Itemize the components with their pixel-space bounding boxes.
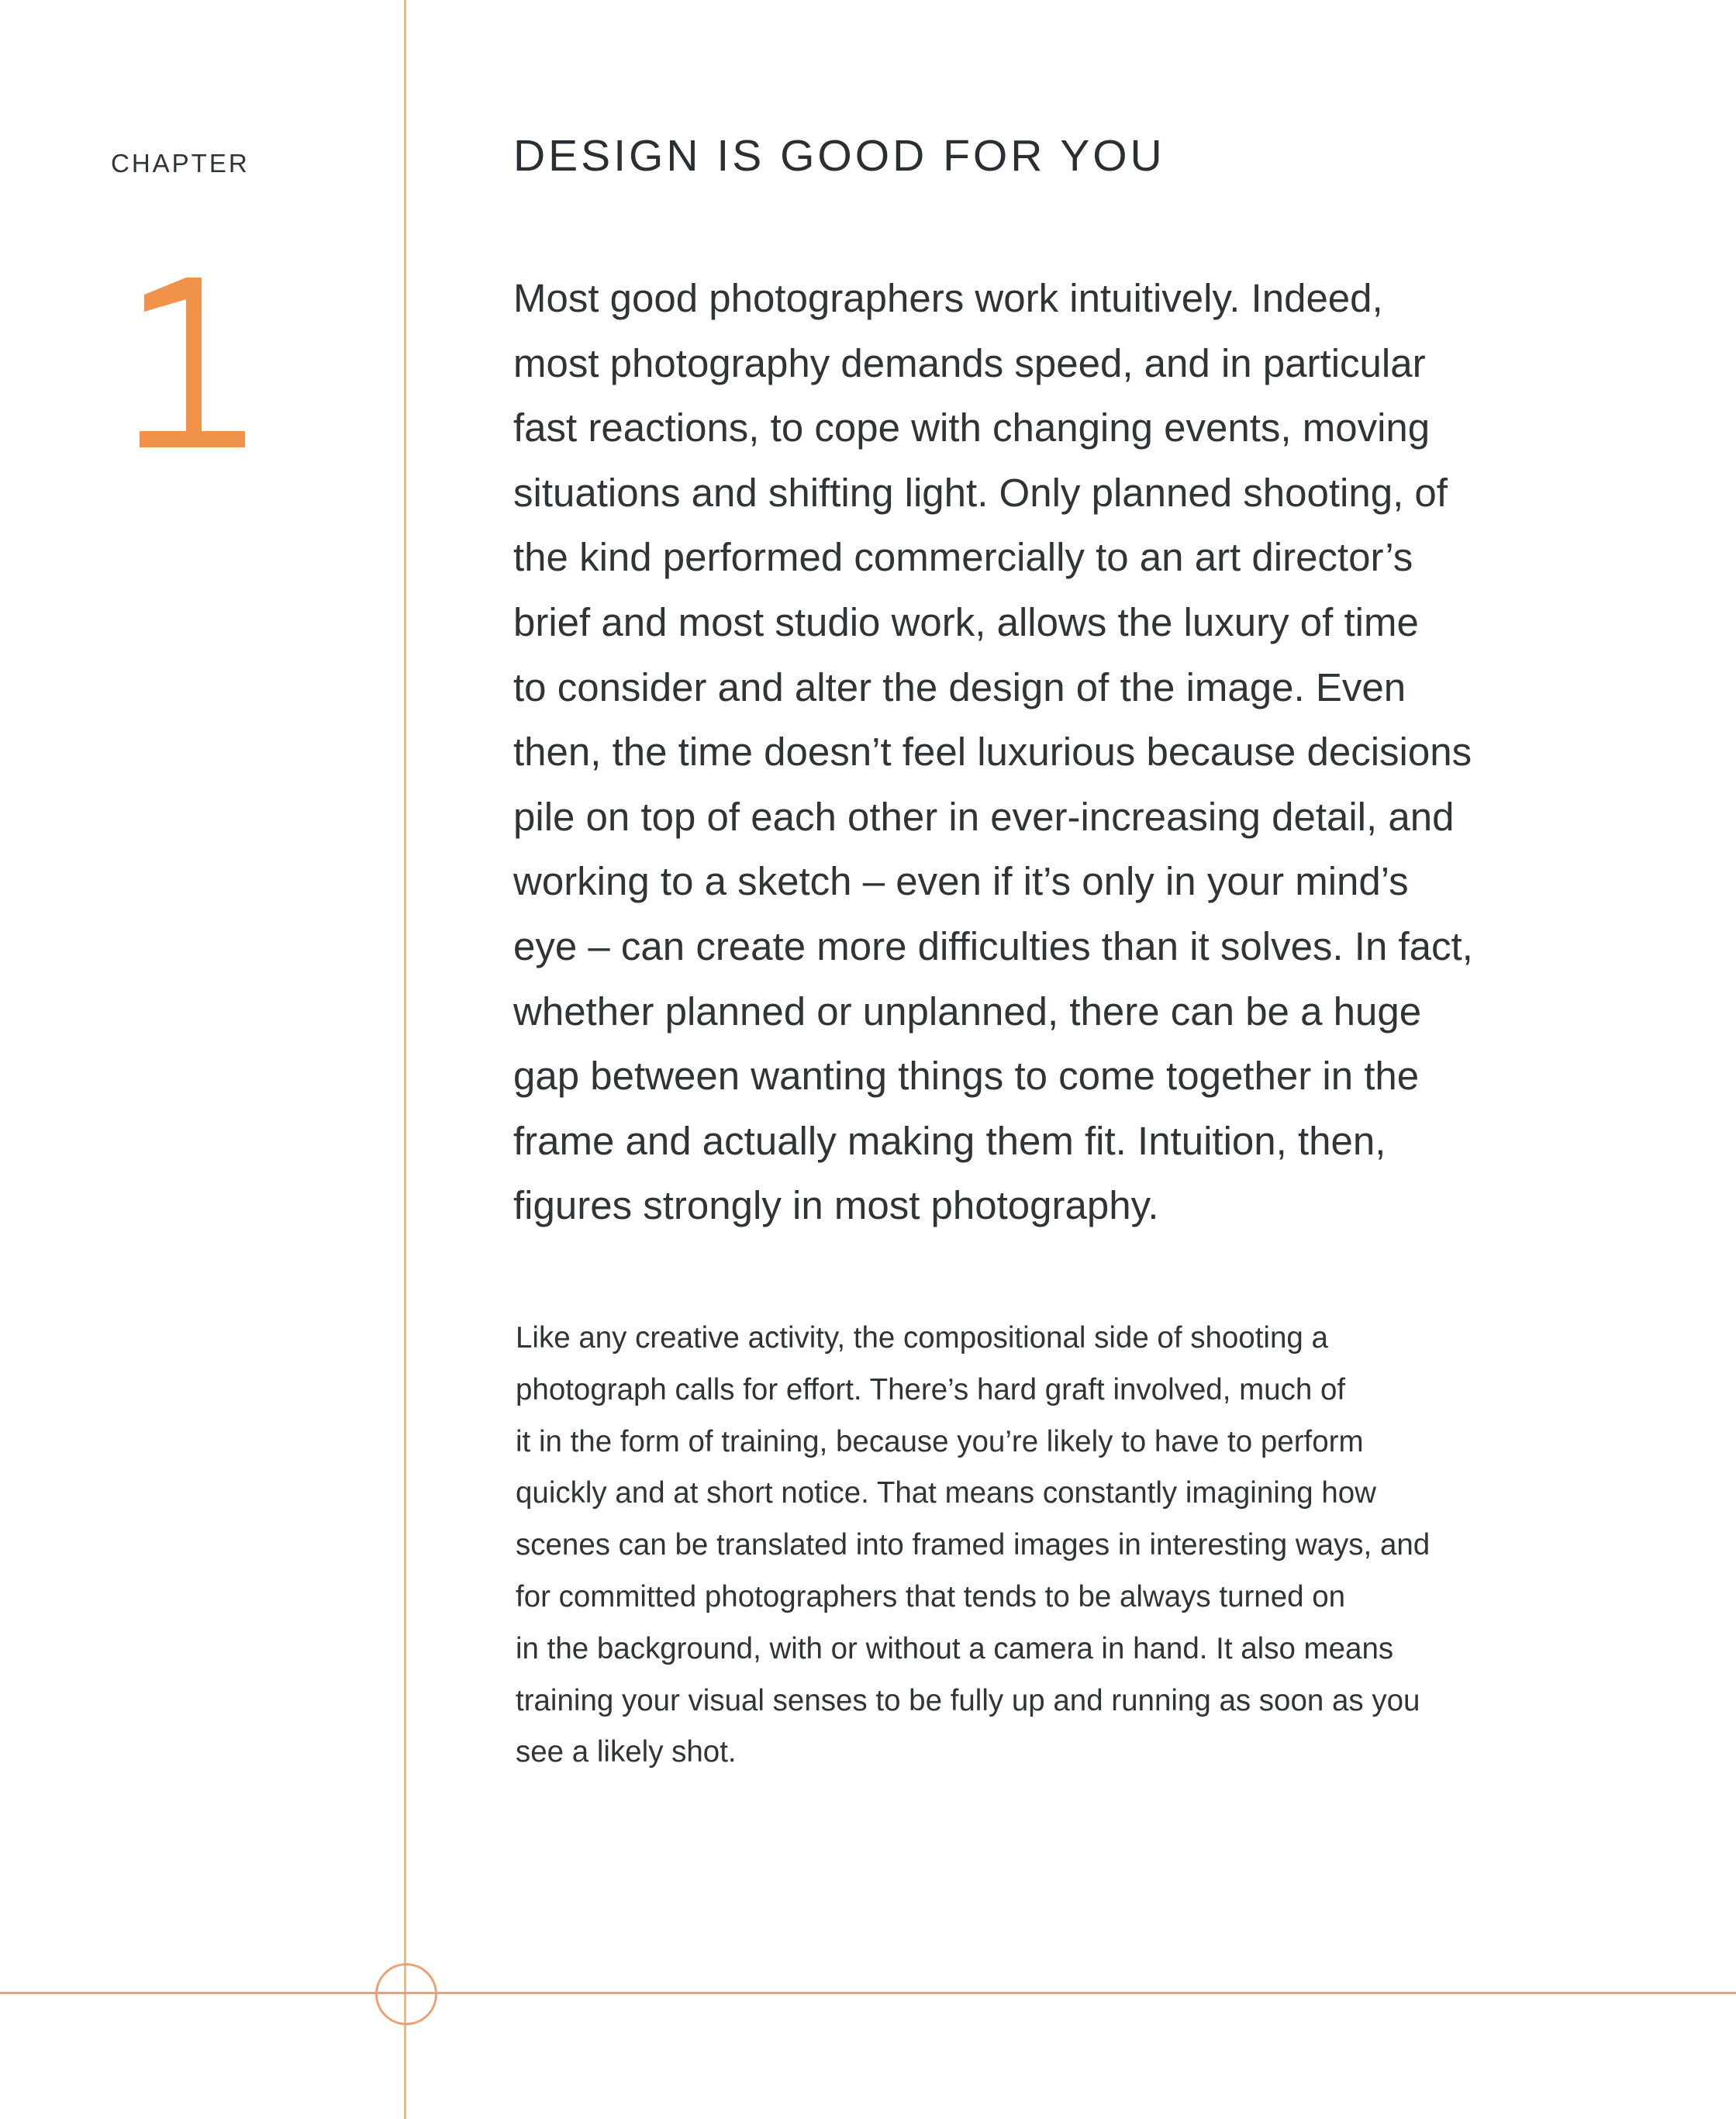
crosshair-circle-icon xyxy=(375,1963,437,2025)
text-line: brief and most studio work, allows the luxury of time xyxy=(513,599,1419,644)
text-line: fast reactions, to cope with changing events, moving xyxy=(513,406,1431,450)
text-line: eye – can create more difficulties than it solves. In fact, xyxy=(513,923,1473,968)
text-line: figures strongly in most photography. xyxy=(513,1183,1159,1228)
text-line: then, the time doesn’t feel luxurious because decisions xyxy=(513,730,1472,775)
text-line: whether planned or unplanned, there can be a huge xyxy=(513,989,1422,1034)
body-paragraph xyxy=(516,1313,1430,1779)
text-line: Most good photographers work intuitively. Indeed, xyxy=(513,276,1383,320)
text-line: scenes can be translated into framed images in interesting ways, and xyxy=(516,1528,1431,1562)
text-line: pile on top of each other in ever-increasing detail, and xyxy=(513,794,1455,839)
lead-paragraph xyxy=(513,266,1473,1238)
text-line: situations and shifting light. Only planned shooting, of xyxy=(513,470,1448,515)
text-line: the kind performed commercially to an art director’s xyxy=(513,535,1413,580)
text-line: photograph calls for effort. There’s hard graft involved, much of xyxy=(516,1372,1346,1406)
horizontal-rule xyxy=(0,1992,1736,1994)
vertical-rule xyxy=(404,0,406,2119)
text-line: quickly and at short notice. That means constantly imagining how xyxy=(516,1476,1376,1510)
chapter-label: CHAPTER xyxy=(111,149,250,178)
text-line: Like any creative activity, the compositional side of shooting a xyxy=(516,1321,1328,1355)
text-line: in the background, with or without a camera in hand. It also means xyxy=(516,1631,1394,1665)
text-line: working to a sketch – even if it’s only in your mind’s xyxy=(513,859,1409,904)
text-line: most photography demands speed, and in particular xyxy=(513,340,1426,385)
text-line: gap between wanting things to come together in the xyxy=(513,1054,1420,1099)
text-line: to consider and alter the design of the image. Even xyxy=(513,664,1406,709)
text-line: training your visual senses to be fully up and running as soon as you xyxy=(516,1683,1420,1717)
text-line: see a likely shot. xyxy=(516,1735,737,1769)
text-line: it in the form of training, because you’re likely to have to perform xyxy=(516,1424,1364,1458)
chapter-number xyxy=(132,271,256,461)
text-line: for committed photographers that tends to be always turned on xyxy=(516,1579,1346,1613)
chapter-title: DESIGN IS GOOD FOR YOU xyxy=(513,131,1165,181)
chapter-number-glyph-icon xyxy=(132,271,256,457)
text-line: frame and actually making them fit. Intuition, then, xyxy=(513,1118,1386,1163)
